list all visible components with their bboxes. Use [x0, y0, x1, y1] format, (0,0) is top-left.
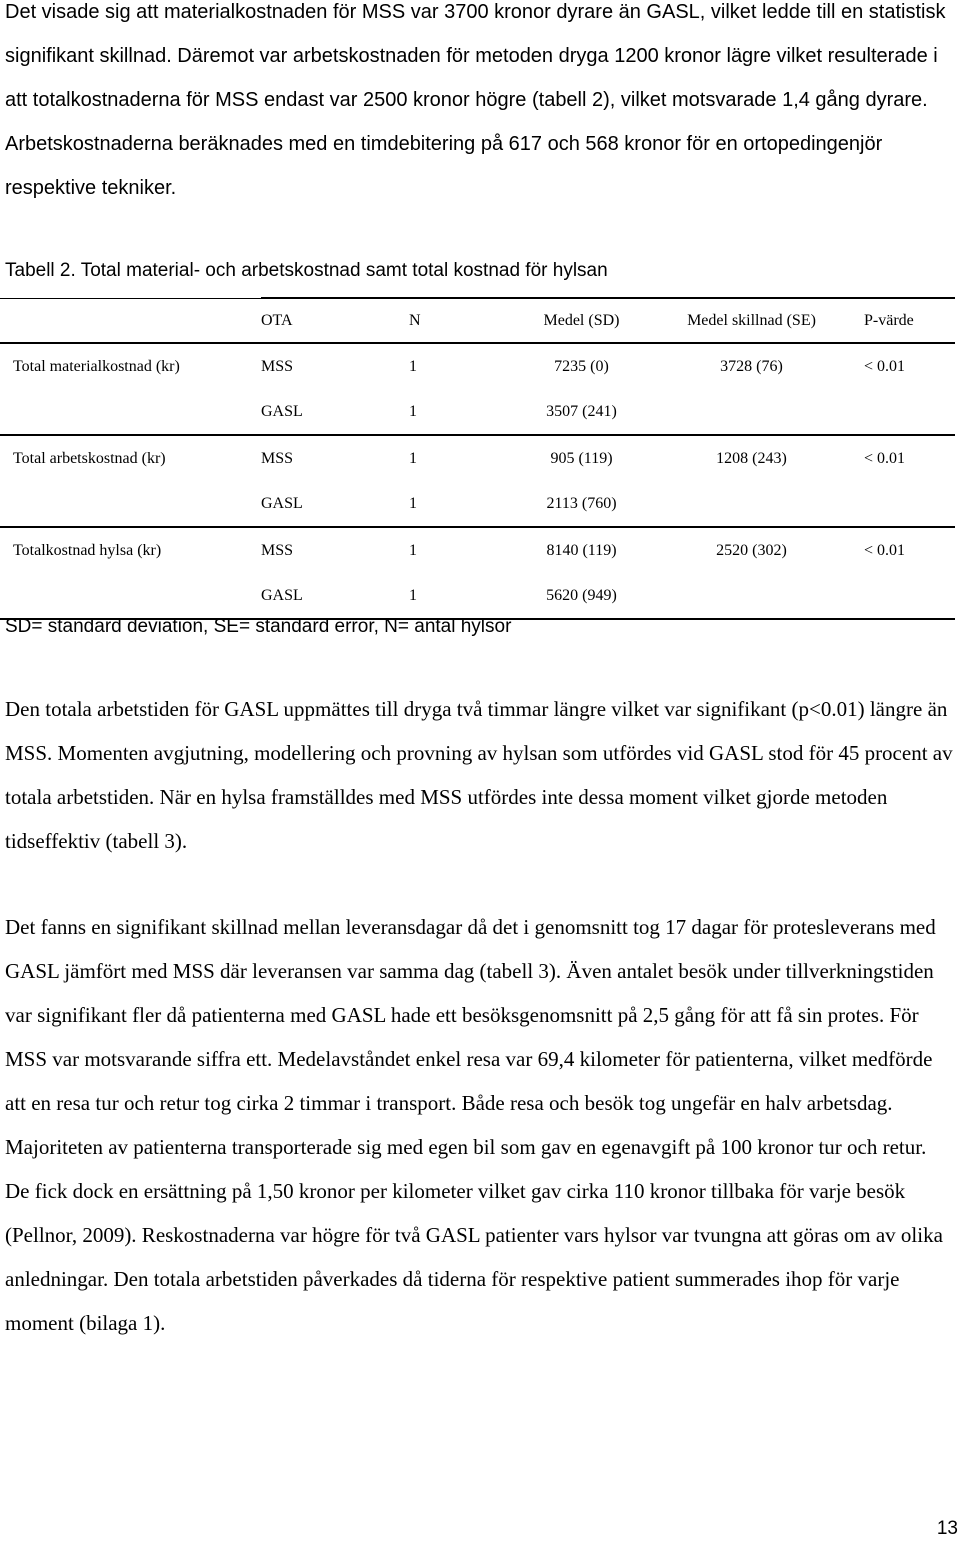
row-p-value — [839, 389, 955, 435]
header-p-value: P-värde — [839, 298, 955, 343]
table-header-row — [0, 298, 955, 343]
table-footnote: SD= standard deviation, SE= standard error, N= antal hylsor — [5, 616, 512, 637]
row-category: Totalkostnad hylsa (kr) — [13, 541, 162, 559]
row-p-value — [839, 573, 955, 619]
row-mean-sd: 7235 (0) — [554, 357, 609, 375]
row-category — [0, 481, 261, 527]
row-ota: GASL — [261, 573, 401, 619]
row-n: 1 — [401, 481, 499, 527]
row-p-value: < 0.01 — [864, 541, 906, 559]
row-mean-sd: 5620 (949) — [499, 573, 664, 619]
row-mean-sd: 3507 (241) — [499, 389, 664, 435]
row-p-value: < 0.01 — [864, 357, 906, 375]
row-ota: GASL — [261, 481, 401, 527]
row-n: 1 — [401, 389, 499, 435]
row-n: 1 — [409, 541, 417, 559]
table-row — [0, 527, 955, 573]
row-n: 1 — [409, 449, 417, 467]
row-mean-diff — [664, 573, 839, 619]
row-mean-diff — [664, 481, 839, 527]
paragraph-work-time: Den totala arbetstiden för GASL uppmättes till dryga två timmar längre vilket var signifikant (p<0.01) längre än MSS. Momenten avgjutning, modellering och provning av hylsan som utfördes vid GASL stod för 45 procent av totala arbetstiden. När en hylsa framställdes med MSS utfördes inte dessa moment vilket gjorde metoden tidseffektiv (tabell 3). — [5, 697, 953, 853]
header-n: N — [401, 298, 499, 343]
cost-table — [0, 297, 955, 620]
row-mean-sd: 2113 (760) — [499, 481, 664, 527]
row-p-value: < 0.01 — [864, 449, 906, 467]
table-row — [0, 481, 955, 527]
header-ota: OTA — [261, 298, 401, 343]
row-category — [0, 389, 261, 435]
row-ota: GASL — [261, 389, 401, 435]
row-mean-diff — [664, 389, 839, 435]
row-mean-sd: 905 (119) — [550, 449, 613, 467]
row-n: 1 — [401, 573, 499, 619]
row-p-value — [839, 481, 955, 527]
page-number: 13 — [936, 1518, 958, 1539]
row-category: Total arbetskostnad (kr) — [13, 449, 166, 467]
paragraph-delivery-days: Det fanns en signifikant skillnad mellan leveransdagar då det i genomsnitt tog 17 dagar för protesleverans med GASL jämfört med MSS där leveransen var samma dag (tabell 3). Även antalet besök under tillverkningstiden var signifikant fler då patienterna med GASL hade ett besöksgenomsnitt på 2,5 gång för att få sin protes. För MSS var motsvarande siffra ett. Medelavståndet enkel resa var 69,4 kilometer för patienterna, vilket medförde att en resa tur och retur tog cirka 2 timmar i transport. Både resa och besök tog ungefär en halv arbetsdag. Majoriteten av patienterna transporterade sig med egen bil som gav en egenavgift på 100 kronor tur och retur. De fick dock en ersättning på 1,50 kronor per kilometer vilket gav cirka 110 kronor tillbaka för varje besök (Pellnor, 2009). Reskostnaderna var högre för två GASL patienter vars hylsor var tvungna att göras om av olika anledningar. Den totala arbetstiden påverkades då tiderna för respektive patient summerades ihop för varje moment (bilaga 1). — [5, 915, 943, 1335]
row-mean-diff: 2520 (302) — [716, 541, 787, 559]
table-caption: Tabell 2. Total material- och arbetskostnad samt total kostnad för hylsan — [5, 260, 608, 281]
row-n: 1 — [409, 357, 417, 375]
row-mean-sd: 8140 (119) — [546, 541, 617, 559]
row-ota: MSS — [261, 357, 294, 375]
table-row — [0, 435, 955, 481]
row-ota: MSS — [261, 541, 294, 559]
paragraph-material-cost: Det visade sig att materialkostnaden för MSS var 3700 kronor dyrare än GASL, vilket ledde till en statistisk signifikant skillnad. Däremot var arbetskostnaden för metoden dryga 1200 kronor lägre vilket resulterade i att totalkostnaderna för MSS endast var 2500 kronor högre (tabell 2), vilket motsvarade 1,4 gång dyrare. Arbetskostnaderna beräknades med en timdebitering på 617 och 568 kronor för en ortopedingenjör respektive tekniker. — [5, 1, 946, 199]
row-ota: MSS — [261, 449, 294, 467]
row-mean-diff: 3728 (76) — [720, 357, 783, 375]
table-row — [0, 343, 955, 389]
row-mean-diff: 1208 (243) — [716, 449, 787, 467]
row-category: Total materialkostnad (kr) — [13, 357, 180, 375]
header-category — [0, 298, 261, 343]
table-row — [0, 389, 955, 435]
header-mean-sd: Medel (SD) — [499, 298, 664, 343]
header-mean-diff-se: Medel skillnad (SE) — [664, 298, 839, 343]
